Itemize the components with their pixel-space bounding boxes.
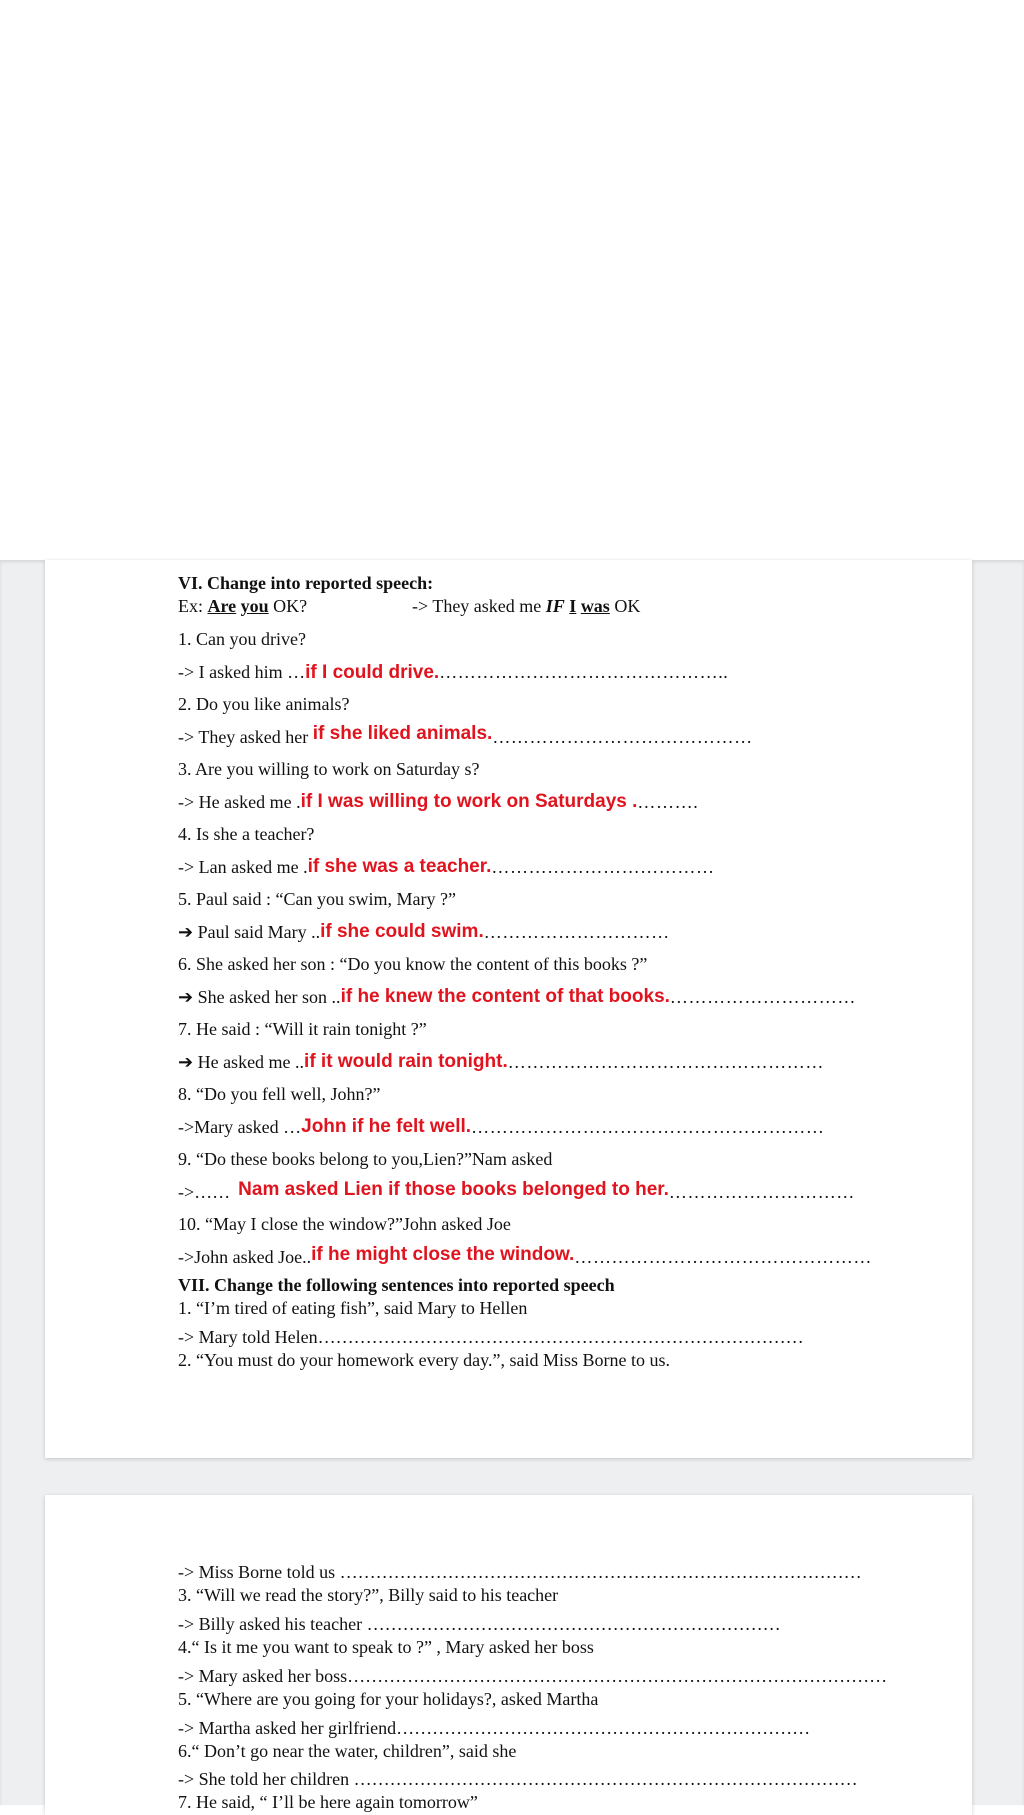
question-5: 5. Paul said : “Can you swim, Mary ?”: [178, 889, 456, 909]
question-4: 4. Is she a teacher?: [178, 824, 315, 844]
answer-line-3: -> He asked me .if I was willing to work on Saturdays .……….: [178, 791, 699, 812]
page2-line-8: 6.“ Don’t go near the water, children”, said she: [178, 1741, 517, 1761]
question-8: 8. “Do you fell well, John?”: [178, 1084, 381, 1104]
page2-line-2: 3. “Will we read the story?”, Billy said to his teacher: [178, 1585, 559, 1605]
section-7-line-2: -> Mary told Helen………………………………………………………………………: [178, 1327, 804, 1347]
answer-line-6: ➔ She asked her son ..if he knew the content of that books.…………………………: [178, 986, 856, 1007]
question-1: 1. Can you drive?: [178, 629, 306, 649]
answer-line-2: -> They asked her if she liked animals.……………………………………: [178, 723, 753, 747]
page2-line-3: -> Billy asked his teacher ……………………………………………………………: [178, 1614, 781, 1634]
answer-9: Nam asked Lien if those books belonged to her.: [238, 1179, 669, 1200]
example-answer: -> They asked me IF I was OK: [412, 596, 641, 616]
question-10: 10. “May I close the window?”John asked Joe: [178, 1214, 511, 1234]
answer-line-1: -> I asked him …if I could drive.………………………………………..: [178, 662, 729, 683]
page2-line-9: -> She told her children …………………………………………………………………………: [178, 1769, 858, 1789]
answer-8: John if he felt well.: [301, 1116, 472, 1137]
page2-line-4: 4.“ Is it me you want to speak to ?” , Mary asked her boss: [178, 1637, 594, 1657]
answer-2: if she liked animals.: [312, 723, 493, 744]
page2-line-6: 5. “Where are you going for your holidays?, asked Martha: [178, 1689, 599, 1709]
question-6: 6. She asked her son : “Do you know the content of this books ?”: [178, 954, 648, 974]
section-7-line-3: 2. “You must do your homework every day.”, said Miss Borne to us.: [178, 1350, 670, 1370]
answer-10: if he might close the window.: [311, 1244, 575, 1265]
question-3: 3. Are you willing to work on Saturday s?: [178, 759, 480, 779]
page2-line-1: -> Miss Borne told us ……………………………………………………………………………: [178, 1562, 862, 1582]
section-7-heading: VII. Change the following sentences into reported speech: [178, 1275, 615, 1295]
question-9: 9. “Do these books belong to you,Lien?”Nam asked: [178, 1149, 553, 1169]
answer-3: if I was willing to work on Saturdays .: [300, 791, 638, 812]
answer-line-10: ->John asked Joe..if he might close the window.…………………………………………: [178, 1244, 872, 1267]
answer-line-5: ➔ Paul said Mary ..if she could swim.…………………………: [178, 921, 670, 942]
question-7: 7. He said : “Will it rain tonight ?”: [178, 1019, 427, 1039]
answer-5: if she could swim.: [320, 921, 484, 942]
question-2: 2. Do you like animals?: [178, 694, 350, 714]
page2-line-5: -> Mary asked her boss………………………………………………………………………………: [178, 1666, 888, 1686]
answer-line-4: -> Lan asked me .if she was a teacher.………………………………: [178, 856, 715, 877]
answer-line-9: ->…… Nam asked Lien if those books belonged to her.…………………………: [178, 1179, 855, 1202]
section-6-heading: VI. Change into reported speech:: [178, 573, 434, 593]
page2-line-7: -> Martha asked her girlfriend……………………………………………………………: [178, 1718, 811, 1738]
answer-line-8: ->Mary asked …John if he felt well.…………………………………………………: [178, 1116, 825, 1137]
answer-4: if she was a teacher.: [307, 856, 492, 877]
answer-6: if he knew the content of that books.: [340, 986, 670, 1007]
page2-line-10: 7. He said, “ I’ll be here again tomorrow”: [178, 1792, 478, 1812]
answer-7: if it would rain tonight.: [304, 1051, 508, 1072]
answer-1: if I could drive.: [305, 662, 440, 683]
document-page-2: [45, 1495, 972, 1815]
section-7-line-1: 1. “I’m tired of eating fish”, said Mary to Hellen: [178, 1298, 528, 1318]
document-page-1: [45, 560, 972, 1458]
answer-line-7: ➔ He asked me ..if it would rain tonight.……………………………………………: [178, 1051, 824, 1072]
example-question: Ex: Are you OK?: [178, 596, 308, 616]
